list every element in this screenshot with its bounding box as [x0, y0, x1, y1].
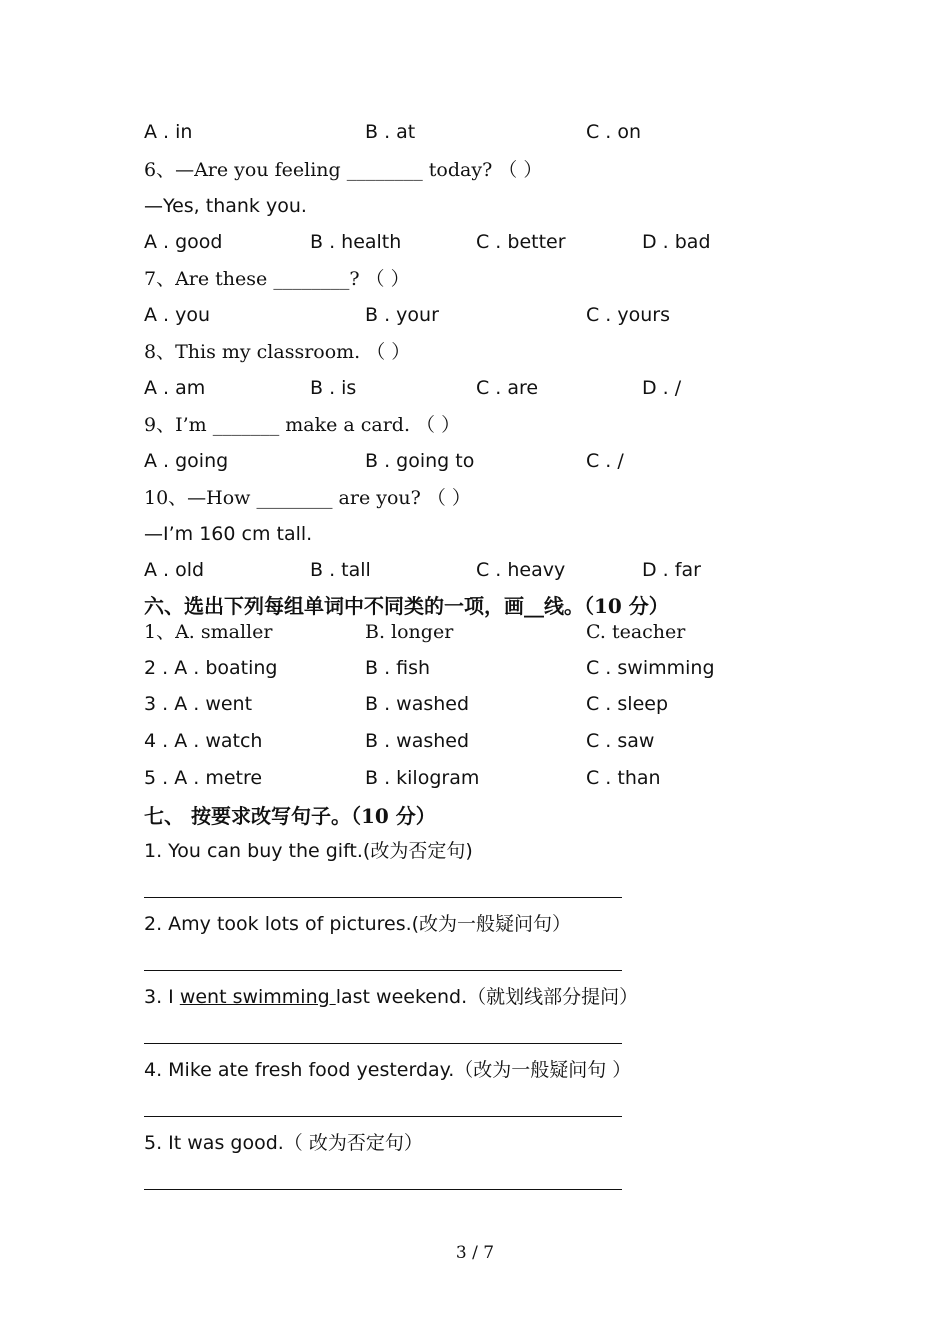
- s6-r5-c: C . than: [586, 767, 661, 789]
- s7-item-3-suffix: last weekend.（就划线部分提问）: [335, 986, 639, 1008]
- s7-item-1: 1. You can buy the gift.(改为否定句): [144, 840, 473, 862]
- s7-answer-line-1: [144, 897, 622, 898]
- s7-item-3: [144, 985, 638, 1009]
- q9-option-c: C . /: [586, 450, 624, 472]
- s6-r2-b: B . fish: [365, 657, 431, 679]
- s6-r5-b: B . kilogram: [365, 767, 480, 789]
- s6-r1-c: C. teacher: [586, 621, 686, 643]
- s7-answer-line-3: [144, 1043, 622, 1044]
- section7-title: 七、 按要求改写句子。（10 分）: [144, 804, 436, 828]
- s7-answer-line-4: [144, 1116, 622, 1117]
- q6-reply: —Yes, thank you.: [144, 195, 307, 217]
- s6-r4-c: C . saw: [586, 730, 655, 752]
- s6-r3-b: B . washed: [365, 693, 470, 715]
- s7-item-3-underlined: went swimming: [179, 986, 336, 1008]
- q9-option-a: A . going: [144, 450, 229, 472]
- s6-r2-a: 2 . A . boating: [144, 657, 278, 679]
- q8-option-d: D . /: [642, 377, 682, 399]
- q5-option-a: A . in: [144, 121, 193, 143]
- s7-item-5: 5. It was good.（ 改为否定句）: [144, 1132, 423, 1154]
- s6-r2-c: C . swimming: [586, 657, 715, 679]
- s6-r5-a: 5 . A . metre: [144, 767, 263, 789]
- q10-option-a: A . old: [144, 559, 205, 581]
- s6-r4-b: B . washed: [365, 730, 470, 752]
- q10-option-c: C . heavy: [476, 559, 566, 581]
- q10-option-b: B . tall: [310, 559, 371, 581]
- s7-answer-line-5: [144, 1189, 622, 1190]
- q10-reply: —I’m 160 cm tall.: [144, 523, 313, 545]
- s7-item-4: 4. Mike ate fresh food yesterday.（改为一般疑问句 ）: [144, 1059, 632, 1081]
- q10-stem: 10、—How ________ are you? （ ）: [144, 487, 471, 509]
- q9-option-b: B . going to: [365, 450, 475, 472]
- q6-stem: 6、—Are you feeling ________ today? （ ）: [144, 159, 543, 181]
- q6-option-d: D . bad: [642, 231, 711, 253]
- q5-option-b: B . at: [365, 121, 416, 143]
- page-number: 3 / 7: [455, 1243, 495, 1263]
- q10-option-d: D . far: [642, 559, 701, 581]
- s6-r3-c: C . sleep: [586, 693, 669, 715]
- q8-option-a: A . am: [144, 377, 206, 399]
- section6-title: 六、选出下列每组单词中不同类的一项，画__线。（10 分）: [144, 594, 669, 618]
- q8-option-c: C . are: [476, 377, 539, 399]
- s6-r1-b: B. longer: [365, 621, 454, 643]
- q7-stem: 7、Are these ________? （ ）: [144, 268, 410, 290]
- s6-r1-a: 1、A. smaller: [144, 621, 273, 643]
- q7-option-c: C . yours: [586, 304, 671, 326]
- q9-stem: 9、I’m _______ make a card. （ ）: [144, 414, 461, 436]
- s7-answer-line-2: [144, 970, 622, 971]
- s6-r4-a: 4 . A . watch: [144, 730, 263, 752]
- q8-option-b: B . is: [310, 377, 357, 399]
- q6-option-b: B . health: [310, 231, 402, 253]
- q5-option-c: C . on: [586, 121, 642, 143]
- q7-option-b: B . your: [365, 304, 439, 326]
- s7-item-2: 2. Amy took lots of pictures.(改为一般疑问句）: [144, 913, 572, 935]
- q7-option-a: A . you: [144, 304, 211, 326]
- s7-item-3-prefix: 3. I: [144, 986, 180, 1008]
- q6-option-c: C . better: [476, 231, 566, 253]
- q8-stem: 8、This my classroom. （ ）: [144, 341, 411, 363]
- q6-option-a: A . good: [144, 231, 223, 253]
- s6-r3-a: 3 . A . went: [144, 693, 253, 715]
